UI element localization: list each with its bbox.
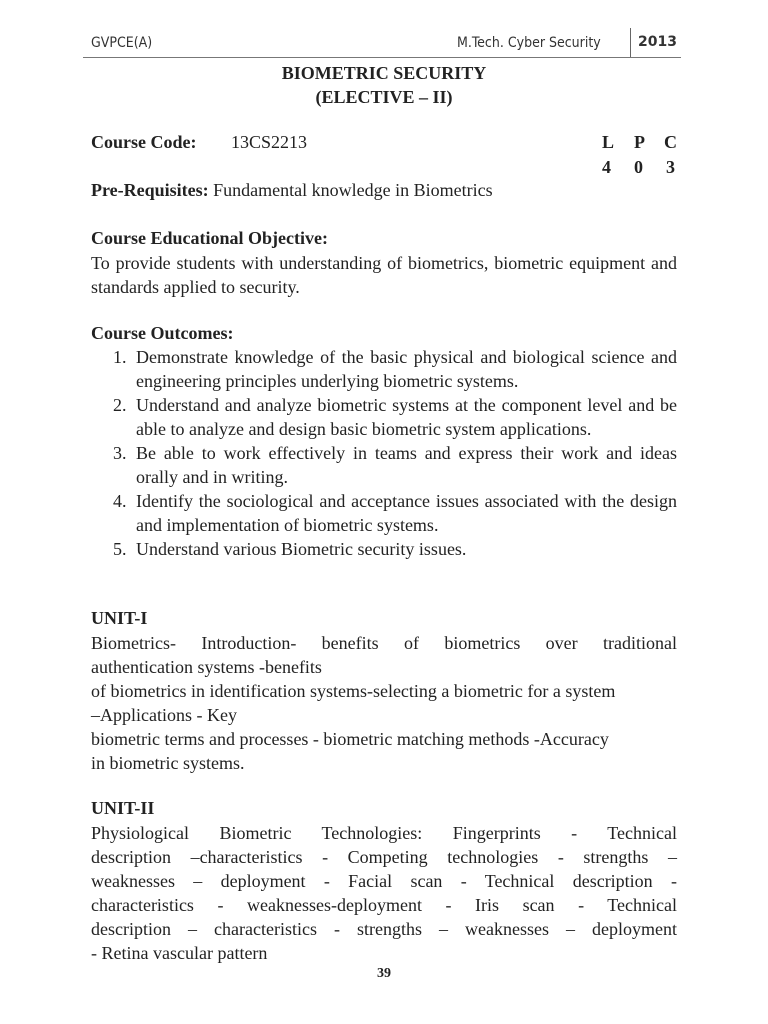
unit1-line: Biometrics- Introduction- benefits of biometrics over traditional bbox=[91, 633, 677, 653]
course-subtitle: (ELECTIVE – II) bbox=[315, 87, 453, 107]
course-title: BIOMETRIC SECURITY bbox=[281, 63, 487, 83]
unit1-line: authentication systems -benefits bbox=[91, 657, 322, 677]
header-institution: GVPCE(A) bbox=[91, 35, 153, 51]
unit2-body bbox=[91, 821, 677, 965]
outcome-item bbox=[91, 393, 677, 441]
outcome-item bbox=[91, 489, 677, 537]
course-code-label: Course Code: bbox=[91, 132, 197, 152]
outcome-text: Understand and analyze biometric systems at the component level and be able to analyze and design basic biometric system applications. bbox=[136, 395, 677, 439]
outcome-number: 2. bbox=[113, 395, 127, 415]
outcome-text: Demonstrate knowledge of the basic physical and biological science and engineering principles underlying biometric systems. bbox=[136, 347, 677, 391]
unit2-line: Physiological Biometric Technologies: Fingerprints - Technical bbox=[91, 823, 677, 843]
objective-text: To provide students with understanding of biometrics, biometric equipment and standards applied to security. bbox=[91, 253, 677, 297]
unit1-line: in biometric systems. bbox=[91, 753, 245, 773]
outcome-number: 5. bbox=[113, 539, 127, 559]
outcome-item bbox=[91, 441, 677, 489]
unit1-line: –Applications - Key bbox=[91, 705, 237, 725]
unit1-heading: UNIT-I bbox=[91, 608, 148, 628]
lpc-header-p: P bbox=[634, 132, 645, 152]
prerequisites bbox=[91, 180, 493, 201]
header-rule bbox=[83, 57, 681, 58]
lpc-header-l: L bbox=[602, 132, 615, 152]
outcome-number: 3. bbox=[113, 443, 127, 463]
unit2-line: - Retina vascular pattern bbox=[91, 943, 268, 963]
unit1-line: of biometrics in identification systems-selecting a biometric for a system bbox=[91, 681, 616, 701]
outcome-text: Identify the sociological and acceptance issues associated with the design and implementation of biometric systems. bbox=[136, 491, 677, 535]
unit1-line: biometric terms and processes - biometric matching methods -Accuracy bbox=[91, 729, 609, 749]
unit2-heading: UNIT-II bbox=[91, 798, 155, 818]
prereq-value: Fundamental knowledge in Biometrics bbox=[213, 180, 493, 200]
lpc-value-l: 4 bbox=[602, 157, 611, 177]
unit2-line: description – characteristics - strengths – weaknesses – deployment bbox=[91, 919, 677, 939]
objective-heading: Course Educational Objective: bbox=[91, 228, 328, 248]
lpc-header-c: C bbox=[664, 132, 677, 152]
outcome-text: Understand various Biometric security issues. bbox=[136, 539, 467, 559]
outcome-number: 4. bbox=[113, 491, 127, 511]
course-code-value: 13CS2213 bbox=[231, 132, 308, 152]
outcome-number: 1. bbox=[113, 347, 127, 367]
unit2-line: description –characteristics - Competing technologies - strengths – bbox=[91, 847, 677, 867]
outcome-item bbox=[91, 345, 677, 393]
lpc-value-c: 3 bbox=[666, 157, 675, 177]
outcomes-list bbox=[91, 345, 677, 561]
unit1-body bbox=[91, 631, 677, 775]
prereq-label: Pre-Requisites: bbox=[91, 180, 209, 200]
outcome-text: Be able to work effectively in teams and express their work and ideas orally and in writing. bbox=[136, 443, 677, 487]
outcomes-heading: Course Outcomes: bbox=[91, 323, 234, 343]
header-divider bbox=[630, 28, 631, 58]
page-number: 39 bbox=[377, 966, 391, 981]
header-program: M.Tech. Cyber Security bbox=[457, 35, 601, 51]
outcome-item bbox=[91, 537, 677, 561]
unit2-line: characteristics - weaknesses-deployment - Iris scan - Technical bbox=[91, 895, 677, 915]
unit2-line: weaknesses – deployment - Facial scan - Technical description - bbox=[91, 871, 677, 891]
header-year: 2013 bbox=[638, 34, 677, 50]
lpc-value-p: 0 bbox=[634, 157, 643, 177]
